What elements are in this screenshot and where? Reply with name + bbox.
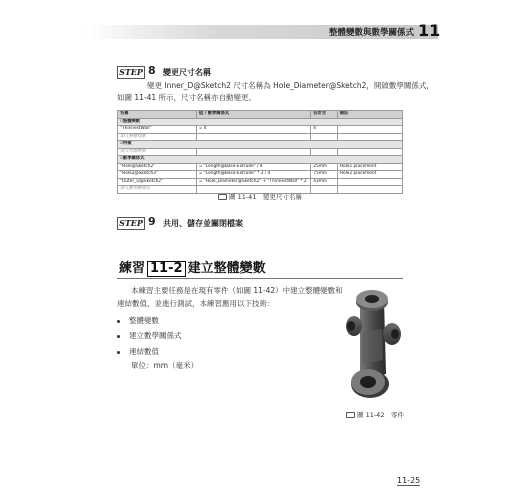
table-row (118, 178, 403, 186)
intro-line: 本練習主要任務是在現有零件（如圖 11-42）中建立整體變數和 (131, 286, 343, 295)
add-global-variable[interactable]: 加入整體變數 (118, 133, 197, 141)
table-cell: "Hole2@Sketch3" (118, 171, 197, 179)
step-body-line: 如圖 11-41 所示，尺寸名稱亦自動變更。 (117, 93, 257, 102)
add-feature-suppression[interactable]: 加入特徵壓制 (118, 148, 197, 156)
section-title: ▫數學關係式 (118, 156, 403, 164)
bullet-icon (117, 335, 120, 338)
running-header-title: 整體變數與數學關係式 (328, 28, 414, 38)
table-cell: Hole1 placement (337, 163, 402, 171)
table-cell (337, 178, 402, 186)
table-cell: 4 (311, 126, 337, 134)
add-equation[interactable]: 加入數學關係式 (118, 186, 197, 194)
exercise-number: 11-2 (147, 261, 186, 277)
list-item-text: 連結數值 (129, 347, 159, 356)
step-title: 變更尺寸名稱 (163, 68, 211, 77)
bullet-icon (117, 351, 120, 354)
exercise-prefix: 練習 (119, 261, 146, 276)
section-title: ▫整體變數 (118, 118, 403, 126)
figure-caption-text: 圖 11-41 變更尺寸名稱 (229, 193, 302, 201)
table-row (118, 126, 403, 134)
section-label: 整體變數 (122, 118, 141, 124)
intro-line: 連結數值，並進行測試，本練習應用以下技術： (117, 299, 275, 308)
list-item (117, 315, 159, 326)
heading-rule (117, 278, 403, 279)
table-cell: 25mm (311, 163, 337, 171)
step-body-line: 變更 Inner_D@Sketch2 尺寸名稱為 Hole_Diameter@Sketch2，開啟數學關係式， (147, 81, 434, 90)
column-header: 備註 (337, 111, 402, 119)
table-cell: "Outer_D@Sketch2" (118, 178, 197, 186)
table-cell: "Hole@Sketch2" (118, 163, 197, 171)
section-label: 特徵 (122, 141, 132, 146)
figure-caption (218, 192, 302, 201)
table-cell (337, 126, 402, 134)
step-number: 9 (148, 215, 156, 228)
exercise-title: 建立整體變數 (187, 261, 266, 276)
equations-table (117, 110, 403, 194)
section-title: ▫特徵 (118, 141, 403, 149)
list-item (117, 346, 159, 357)
table-cell: "ThinnestWall" (118, 126, 197, 134)
table-header-row (118, 111, 403, 119)
table-cell: = 4 (196, 126, 310, 134)
step-number: 8 (148, 64, 156, 77)
figure-caption-text: 圖 11-42 零件 (357, 411, 404, 419)
step-title: 共用、儲存並關閉檔案 (163, 219, 243, 228)
figure-caption (346, 410, 404, 419)
step-badge: STEP (117, 66, 145, 79)
section-label: 數學關係式 (122, 156, 145, 161)
table-cell: 75mm (311, 171, 337, 179)
units-note: 單位：mm（毫米） (131, 361, 199, 370)
column-header: 估計至 (311, 111, 337, 119)
bullet-icon (117, 320, 120, 323)
exercise-heading (119, 257, 266, 277)
table-row (118, 133, 403, 141)
table-cell: 43mm (311, 178, 337, 186)
table-cell: = "Length@Base-Extrude" / 4 (196, 163, 310, 171)
list-item (117, 330, 182, 341)
page-number: 11-25 (397, 476, 421, 485)
part-3d-image (340, 282, 406, 404)
table-cell: = "Length@Base-Extrude" * 3 / 4 (196, 171, 310, 179)
chapter-number: 11 (418, 21, 441, 40)
table-row (118, 163, 403, 171)
column-header: 名稱 (118, 111, 197, 119)
table-section-row (118, 141, 403, 149)
figure-icon (218, 194, 227, 200)
table-section-row (118, 156, 403, 164)
table-row (118, 148, 403, 156)
step-badge: STEP (117, 217, 145, 230)
table-cell: = "Hole_Diameter@Sketch2" + "ThinnestWall" * 2 (196, 178, 310, 186)
table-row (118, 171, 403, 179)
figure-icon (346, 412, 355, 418)
table-section-row (118, 118, 403, 126)
table-cell: Hole2 placement (337, 171, 402, 179)
column-header: 值 / 數學關係式 (196, 111, 310, 119)
list-item-text: 整體變數 (129, 316, 159, 325)
list-item-text: 建立數學關係式 (129, 331, 182, 340)
